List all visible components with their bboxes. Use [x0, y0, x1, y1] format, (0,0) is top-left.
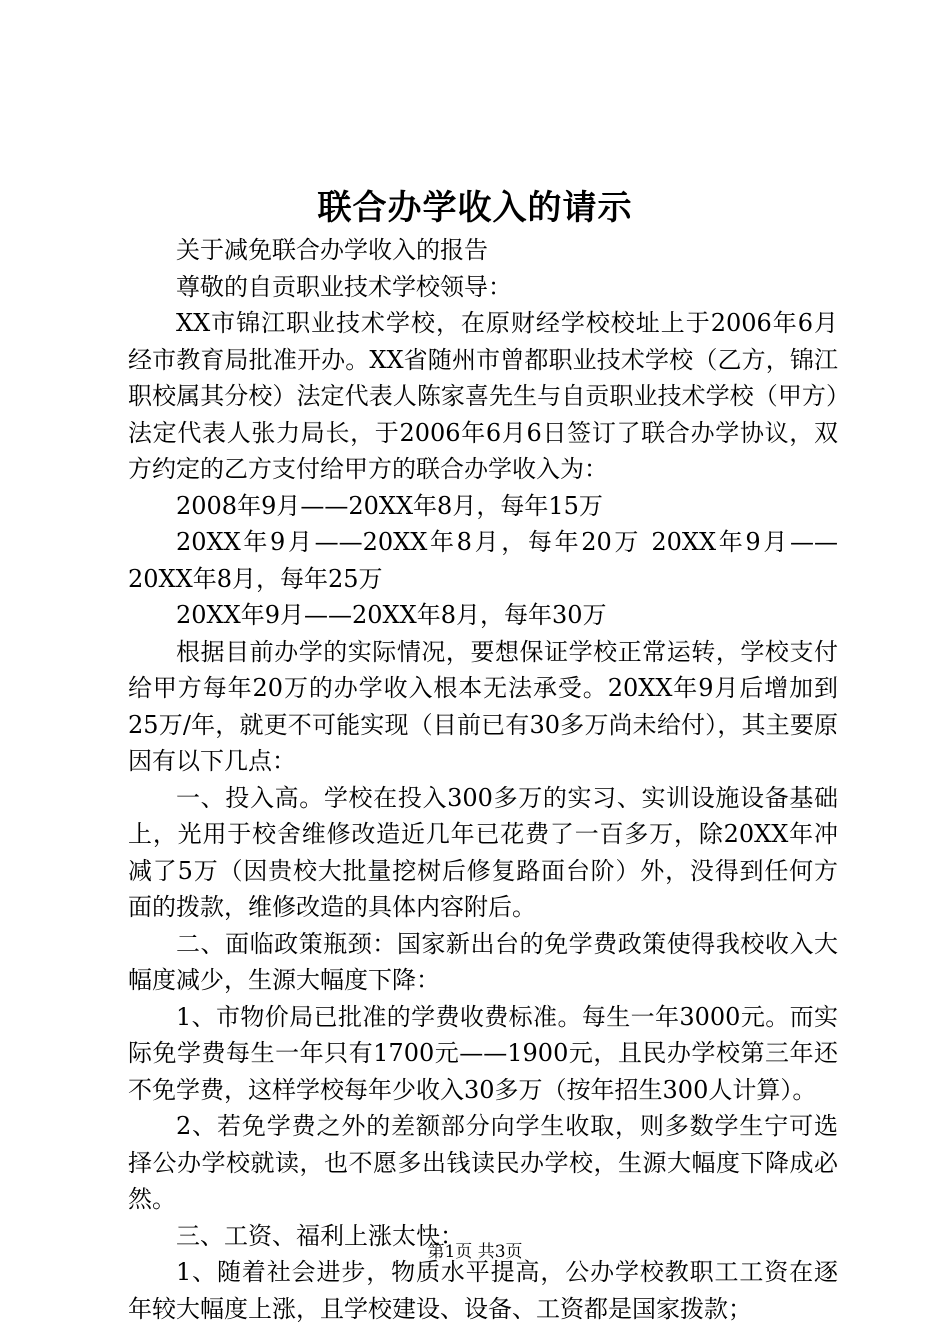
document-title: 联合办学收入的请示 — [317, 188, 633, 228]
paragraph: 二、面临政策瓶颈：国家新出台的免学费政策使得我校收入大幅度减少，生源大幅度下降： — [128, 929, 838, 994]
document-body — [128, 232, 838, 1327]
paragraph: 根据目前办学的实际情况，要想保证学校正常运转，学校支付给甲方每年20万的办学收入根本无法承受。20XX年9月后增加到25万/年，就更不可能实现（目前已有30多万尚未给付），其主要原因有以下几点： — [128, 637, 838, 775]
paragraph: 20XX年9月——20XX年8月，每年20万 20XX年9月——20XX年8月，每年25万 — [128, 528, 838, 593]
paragraph-subject: 关于减免联合办学收入的报告 — [176, 236, 488, 264]
paragraph: 2008年9月——20XX年8月，每年15万 — [176, 491, 603, 520]
paragraph: 三、工资、福利上涨太快： — [176, 1221, 464, 1250]
paragraph: 20XX年9月——20XX年8月，每年30万 — [176, 601, 607, 629]
paragraph: 1、随着社会进步，物质水平提高，公办学校教职工工资在逐年较大幅度上涨，且学校建设、设备、工资都是国家拨款； — [128, 1258, 838, 1323]
paragraph-salutation: 尊敬的自贡职业技术学校领导： — [176, 272, 512, 301]
paragraph: 一、投入高。学校在投入300多万的实习、实训设施设备基础上，光用于校舍维修改造近几年已花费了一百多万，除20XX年冲减了5万（因贵校大批量挖树后修复路面台阶）外，没得到任何方面的拨款，维修改造的具体内容附后。 — [128, 783, 838, 921]
page-number-footer: 第1页 共3页 — [427, 1242, 523, 1262]
paragraph: 2、若免学费之外的差额部分向学生收取，则多数学生宁可选择公办学校就读，也不愿多出钱读民办学校，生源大幅度下降成必然。 — [128, 1112, 838, 1213]
paragraph: 1、市物价局已批准的学费收费标准。每生一年3000元。而实际免学费每生一年只有1700元——1900元，且民办学校第三年还不免学费，这样学校每年少收入30多万（按年招生300人计算）。 — [128, 1002, 838, 1104]
paragraph: XX市锦江职业技术学校，在原财经学校校址上于2006年6月经市教育局批准开办。XX省随州市曾都职业技术学校（乙方，锦江职校属其分校）法定代表人陈家喜先生与自贡职业技术学校（甲方）法定代表人张力局长，于2006年6月6日签订了联合办学协议，双方约定的乙方支付给甲方的联合办学收入为： — [128, 309, 838, 483]
